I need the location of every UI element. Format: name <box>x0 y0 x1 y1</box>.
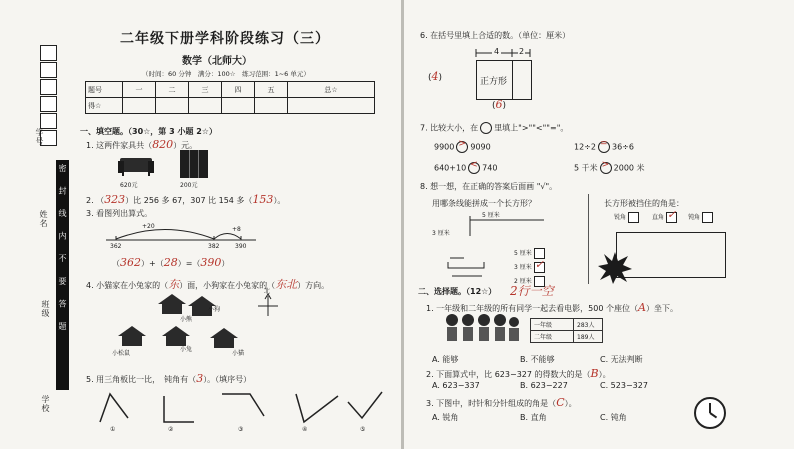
jump-label: +20 <box>142 223 155 230</box>
c3-option[interactable]: A. 锐角 <box>432 413 459 422</box>
q4-text: 4. 小猫家在小兔家的（ <box>86 281 169 290</box>
c2-answer: B <box>590 367 599 380</box>
q3-answer1: 362 <box>120 256 141 269</box>
right-page <box>404 0 794 449</box>
score-header-cell: 二 <box>156 82 189 98</box>
q5 <box>86 372 251 385</box>
c2-text: 2. 下面算式中，比 623−327 的得数大的是（ <box>426 370 591 379</box>
house-icon <box>210 328 238 348</box>
q4-text: ）面，小狗家在小兔家的（ <box>179 281 276 290</box>
c1-table-cell: 一年级 <box>531 319 574 331</box>
q7-left: 640+10 <box>434 163 467 173</box>
house-label: 小猫 <box>232 350 245 357</box>
q3-answer2: 28 <box>163 256 178 269</box>
score-header-cell: 三 <box>189 82 222 98</box>
q7-answer: > <box>458 139 466 149</box>
q3-text: 3. 看图列出算式。 <box>86 209 153 218</box>
q7-row <box>434 162 497 174</box>
splat-icon <box>598 252 632 284</box>
tick-label: 390 <box>235 243 247 250</box>
house-icon <box>158 294 186 314</box>
q7-text-b: 里填上">""<""="。 <box>494 123 569 133</box>
q1-text: 1. 这两件家具共（ <box>86 141 153 150</box>
q8-rectangle <box>616 232 726 278</box>
q6-left-answer: (4) <box>428 70 443 83</box>
c3 <box>426 396 577 409</box>
q7-right: 740 <box>482 163 498 173</box>
q7-answer: = <box>599 139 608 149</box>
q7-left: 5 千米 <box>574 163 598 173</box>
q7-left: 12÷2 <box>574 142 596 152</box>
q8-divider <box>588 194 589 284</box>
house-label: 小兔 <box>180 346 193 353</box>
c1-table <box>530 318 603 343</box>
c1-option[interactable]: A. 能够 <box>432 355 459 364</box>
tick-label: 362 <box>110 243 122 250</box>
q4 <box>86 276 329 292</box>
score-header-cell: 一 <box>123 82 156 98</box>
angle-label: ① <box>110 426 116 433</box>
q2-text: 2. （ <box>86 196 105 205</box>
q6-answer: 6 <box>495 98 503 111</box>
students-icon <box>444 312 524 344</box>
score-cell[interactable] <box>222 98 255 114</box>
q8-option-label: 直角 <box>652 214 665 221</box>
q8-right-question: 长方形被挡住的角是： <box>604 199 684 208</box>
compass-north: 北 <box>264 288 271 295</box>
score-header-cell: 五 <box>255 82 288 98</box>
q8-option <box>652 208 677 223</box>
q8-length: 3 厘米 <box>432 230 450 237</box>
q4-answer2: 东北 <box>275 278 298 291</box>
q5-text: 5. 用三角板比一比， 钝角有（ <box>86 375 197 384</box>
q3-text: ）=（ <box>177 259 201 268</box>
angle-label: ④ <box>302 426 308 433</box>
subject-title: 数学（北师大） <box>182 56 252 67</box>
q8-text: 8. 想一想，在正确的答案后面画 "√"。 <box>420 182 558 191</box>
q1-price-cabinet: 200元 <box>180 182 198 189</box>
q2-answer1: 323 <box>104 193 126 206</box>
q2-text: ）比 256 多 67，307 比 154 多（ <box>125 196 253 205</box>
page-title: 二年级下册学科阶段练习（三） <box>120 31 330 47</box>
q8-left-question: 用哪条线能拼成一个长方形？ <box>432 199 536 208</box>
q8-checkbox[interactable]: ✓ <box>667 208 677 221</box>
binding-label-school: 学校 <box>41 395 50 413</box>
q7-right: 36÷6 <box>611 142 634 152</box>
c1-option[interactable]: B. 不能够 <box>520 355 555 364</box>
exam-info: （时间：60 分钟 满分：100☆ 练习范围：1~6 单元） <box>142 70 310 78</box>
score-cell[interactable] <box>189 98 222 114</box>
q7-row <box>574 141 634 153</box>
score-header-cell: 四 <box>222 82 255 98</box>
score-cell[interactable] <box>288 98 375 114</box>
sofa-icon <box>118 152 154 178</box>
q7-answer: > <box>601 160 610 170</box>
angle-label: ⑤ <box>360 426 366 433</box>
section1-heading: 一、填空题。（30☆，第 3 小题 2☆） <box>80 127 217 136</box>
binding-label-name: 姓名 <box>39 210 48 228</box>
cabinet-icon <box>180 150 208 178</box>
q3-expression <box>112 256 229 269</box>
c2 <box>426 367 611 380</box>
score-header-cell: 题号 <box>86 82 123 98</box>
q8-length: 5 厘米 <box>482 212 500 219</box>
q8-checkbox[interactable]: ✓ <box>534 258 544 271</box>
seal-strip <box>56 160 69 390</box>
angle-label: ③ <box>238 426 244 433</box>
q8-option-label: 5 厘米 <box>514 250 532 257</box>
q8-option-label: 钝角 <box>688 214 701 221</box>
q6-square-label: 正方形 <box>480 77 508 87</box>
binding-label-class: 班级 <box>41 300 50 318</box>
q6-bottom-answer: (6) <box>492 98 507 111</box>
c1-table-cell: 二年级 <box>531 331 574 343</box>
c3-text: 3. 下图中，时针和分针组成的角是（ <box>426 399 557 408</box>
q7-circle[interactable] <box>456 141 468 153</box>
q3-answer3: 390 <box>200 256 222 269</box>
compare-circle-icon <box>480 122 492 134</box>
q7-text <box>420 122 568 134</box>
q4-answer1: 东 <box>168 278 180 291</box>
c3-option[interactable]: C. 钝角 <box>600 413 627 422</box>
c1-text: ）坐下。 <box>645 304 678 313</box>
c1-text: 1. 一年级和二年级的所有同学一起去看电影，500 个座位（ <box>426 304 638 313</box>
q4-text: ）方向。 <box>297 281 330 290</box>
q6-square-split <box>512 60 532 100</box>
q7-row <box>574 162 645 174</box>
c3-option[interactable]: B. 直角 <box>520 413 547 422</box>
q1-price-sofa: 620元 <box>120 182 138 189</box>
clock-icon <box>694 397 726 429</box>
jump-label: +8 <box>232 226 241 233</box>
angle-label: ② <box>168 426 174 433</box>
c1-option[interactable]: C. 无法判断 <box>600 355 643 364</box>
q8-option <box>614 212 639 223</box>
c2-option[interactable]: A. 623−337 <box>432 381 480 390</box>
q7-right: 9090 <box>470 142 491 152</box>
q1-answer: 820 <box>152 138 174 151</box>
q8-option <box>688 212 713 223</box>
c1-table-cell: 283人 <box>574 319 603 331</box>
q8-option-label: 锐角 <box>614 214 627 221</box>
q2-text: ）。 <box>273 196 286 205</box>
c2-option[interactable]: B. 623−227 <box>520 381 568 390</box>
c2-option[interactable]: C. 523−327 <box>600 381 648 390</box>
q5-answer: 3 <box>196 372 204 385</box>
q7-right: 2000 米 <box>613 163 645 173</box>
q8-checkbox[interactable] <box>702 212 713 223</box>
q7-answer: < <box>470 160 478 170</box>
q6-text: 6. 在括号里填上合适的数。（单位：厘米） <box>420 31 571 40</box>
house-icon <box>162 326 190 346</box>
c2-text: ）。 <box>598 370 611 379</box>
q8-checkbox[interactable] <box>628 212 639 223</box>
house-icon <box>118 326 146 346</box>
score-label-cell: 得☆ <box>86 98 123 114</box>
seal-strip-text: 密 封 线 内 不 要 答 题 <box>58 164 67 336</box>
q3-text: ） <box>221 259 230 268</box>
q6-answer: 4 <box>431 70 439 83</box>
q3-text: ）+（ <box>141 259 164 268</box>
q8-option-label: 3 厘米 <box>514 264 532 271</box>
q7-text-a: 7. 比较大小，在 <box>420 123 479 133</box>
q7-row <box>434 141 491 153</box>
q8-option <box>514 258 545 273</box>
compass-icon <box>258 292 278 316</box>
c1-table-cell: 189人 <box>574 331 603 343</box>
q2 <box>86 193 285 206</box>
score-cell[interactable] <box>255 98 288 114</box>
section2-note: 2行一空 <box>510 284 554 298</box>
q7-circle[interactable] <box>468 162 480 174</box>
q8-option-label: 2 厘米 <box>514 278 532 285</box>
q1-text: ）元。 <box>173 141 198 150</box>
score-header-cell: 总☆ <box>288 82 375 98</box>
tick-label: 382 <box>208 243 220 250</box>
score-table <box>85 81 375 114</box>
c3-text: ）。 <box>564 399 577 408</box>
q5-text: ）。（填序号） <box>203 375 252 384</box>
score-cell[interactable] <box>123 98 156 114</box>
house-label: 小熊 <box>180 316 193 323</box>
house-label: 小松鼠 <box>112 350 131 357</box>
q3-text: （ <box>112 259 120 268</box>
q2-answer2: 153 <box>252 193 274 206</box>
q7-circle[interactable] <box>598 141 610 153</box>
q7-left: 9900 <box>434 142 455 152</box>
c1-answer: A <box>638 301 646 314</box>
section2-heading: 二、选择题。（12☆） <box>418 287 497 296</box>
q6-dim: 4 <box>494 47 500 56</box>
angles-figure <box>100 390 380 424</box>
binding-label-id: 学号 <box>35 128 44 146</box>
house-label: 小狗 <box>208 306 221 313</box>
q6-dim: 2 <box>519 47 525 56</box>
q7-circle[interactable] <box>600 162 612 174</box>
c3-answer: C <box>556 396 565 409</box>
score-cell[interactable] <box>156 98 189 114</box>
